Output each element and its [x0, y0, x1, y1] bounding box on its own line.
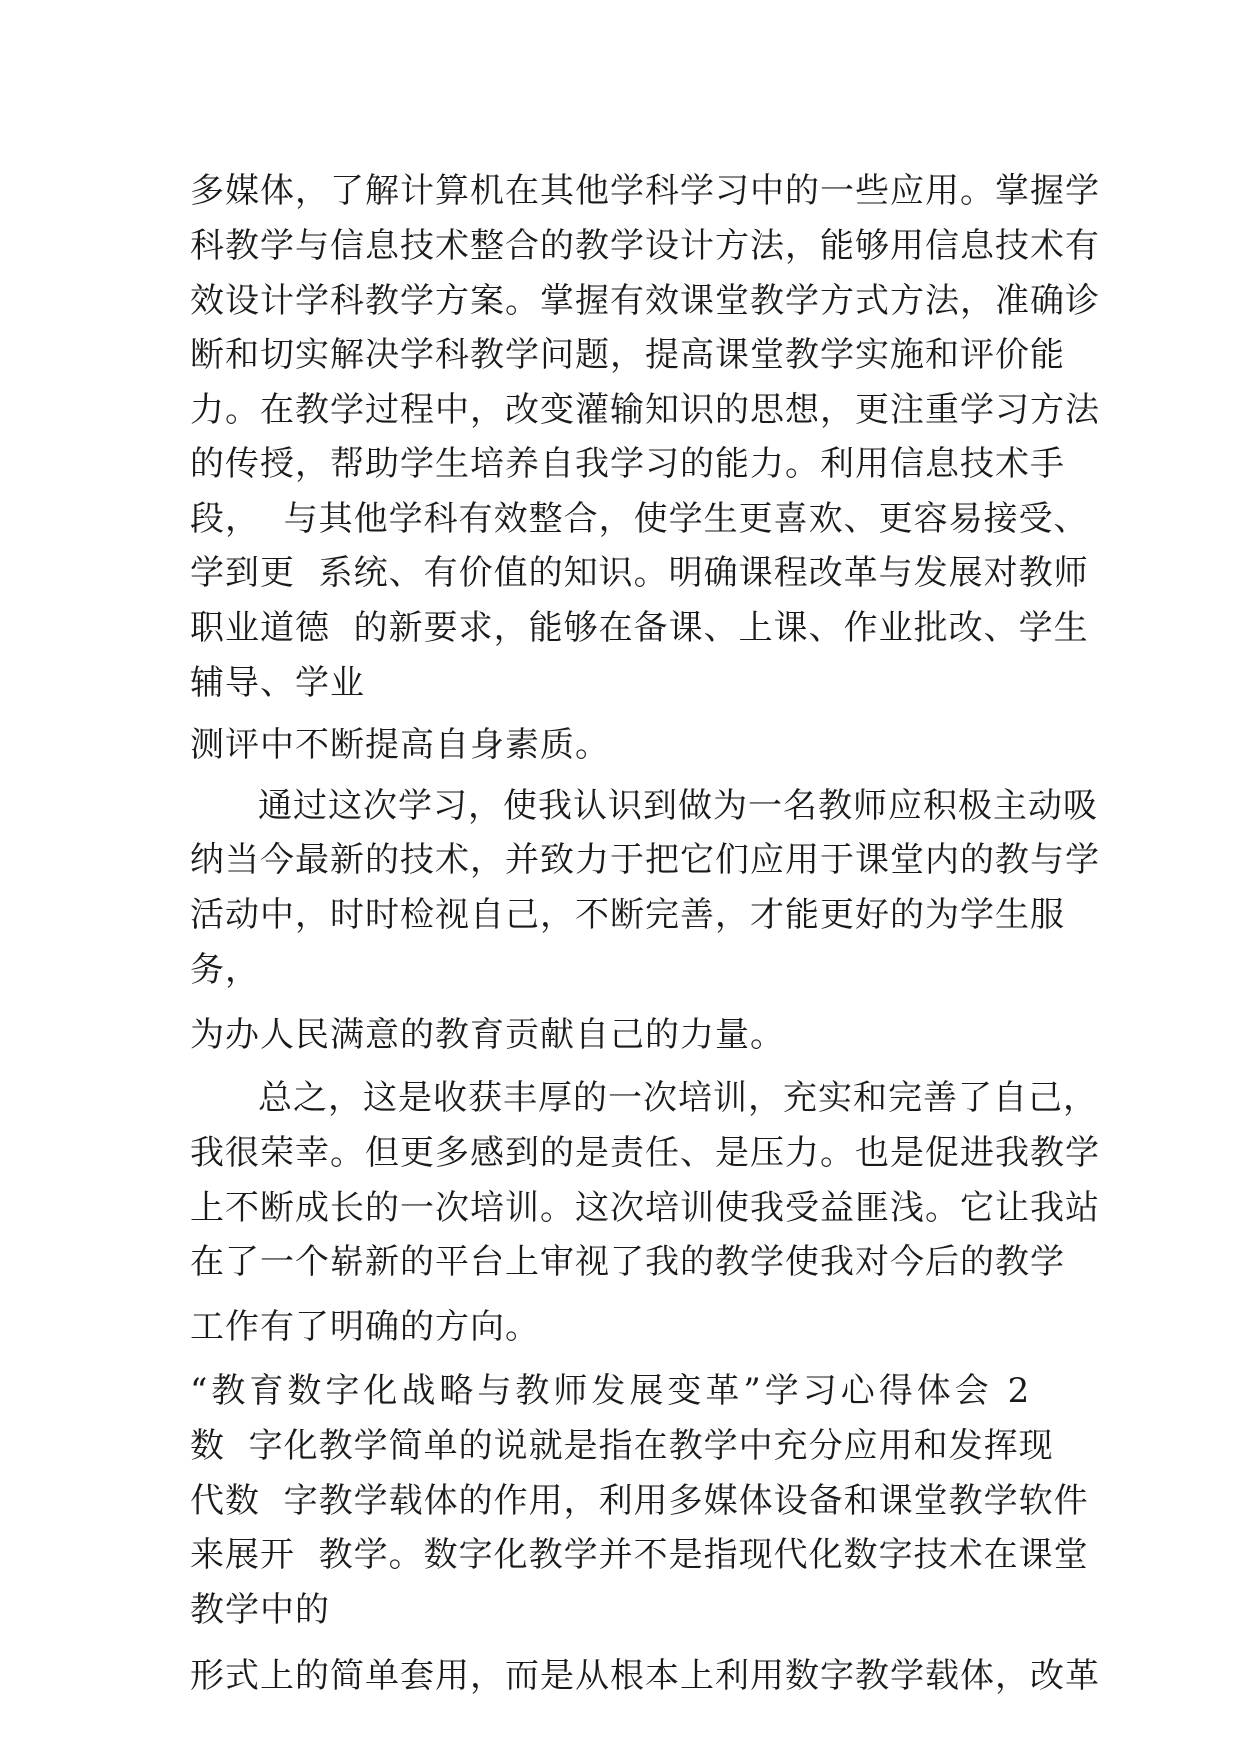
text-line: 教学中的	[190, 1590, 330, 1630]
text-line: 辅导、学业	[190, 663, 365, 703]
paragraph-first-line: 通过这次学习，使我认识到做为一名教师应积极主动吸	[258, 786, 1098, 826]
text-line: 职业道德 的新要求，能够在备课、上课、作业批改、学生	[190, 608, 1089, 648]
text-line: 数 字化教学简单的说就是指在教学中充分应用和发挥现	[190, 1426, 1054, 1466]
text-line: 效设计学科教学方案。掌握有效课堂教学方式方法，准确诊	[190, 281, 1100, 321]
text-line: 形式上的简单套用，而是从根本上利用数字教学载体，改革	[190, 1656, 1100, 1696]
text-line: 务，	[190, 950, 260, 990]
text-line: 学到更 系统、有价值的知识。明确课程改革与发展对教师	[190, 553, 1089, 593]
paragraph-first-line: 总之，这是收获丰厚的一次培训，充实和完善了自己，	[258, 1078, 1098, 1118]
text-line: 在了一个崭新的平台上审视了我的教学使我对今后的教学	[190, 1242, 1065, 1282]
text-line: 纳当今最新的技术，并致力于把它们应用于课堂内的教与学	[190, 840, 1100, 880]
text-line: 段， 与其他学科有效整合，使学生更喜欢、更容易接受、	[190, 499, 1089, 539]
text-line: 活动中，时时检视自己，不断完善，才能更好的为学生服	[190, 895, 1065, 935]
text-line: 测评中不断提高自身素质。	[190, 725, 610, 765]
text-line: 来展开 教学。数字化教学并不是指现代化数字技术在课堂	[190, 1535, 1089, 1575]
text-line: 代数 字教学载体的作用，利用多媒体设备和课堂教学软件	[190, 1481, 1089, 1521]
text-line: 为办人民满意的教育贡献自己的力量。	[190, 1015, 785, 1055]
text-line: 工作有了明确的方向。	[190, 1307, 540, 1347]
text-line: 上不断成长的一次培训。这次培训使我受益匪浅。它让我站	[190, 1188, 1100, 1228]
text-line: 多媒体，了解计算机在其他学科学习中的一些应用。掌握学	[190, 171, 1100, 211]
text-line: 我很荣幸。但更多感到的是责任、是压力。也是促进我教学	[190, 1133, 1100, 1173]
text-line: 的传授，帮助学生培养自我学习的能力。利用信息技术手	[190, 444, 1065, 484]
text-line: 断和切实解决学科教学问题，提高课堂教学实施和评价能	[190, 335, 1065, 375]
section-heading: “教育数字化战略与教师发展变革”学习心得体会 2	[190, 1371, 1034, 1411]
text-line: 科教学与信息技术整合的教学设计方法，能够用信息技术有	[190, 226, 1100, 266]
text-line: 力。在教学过程中，改变灌输知识的思想，更注重学习方法	[190, 390, 1100, 430]
